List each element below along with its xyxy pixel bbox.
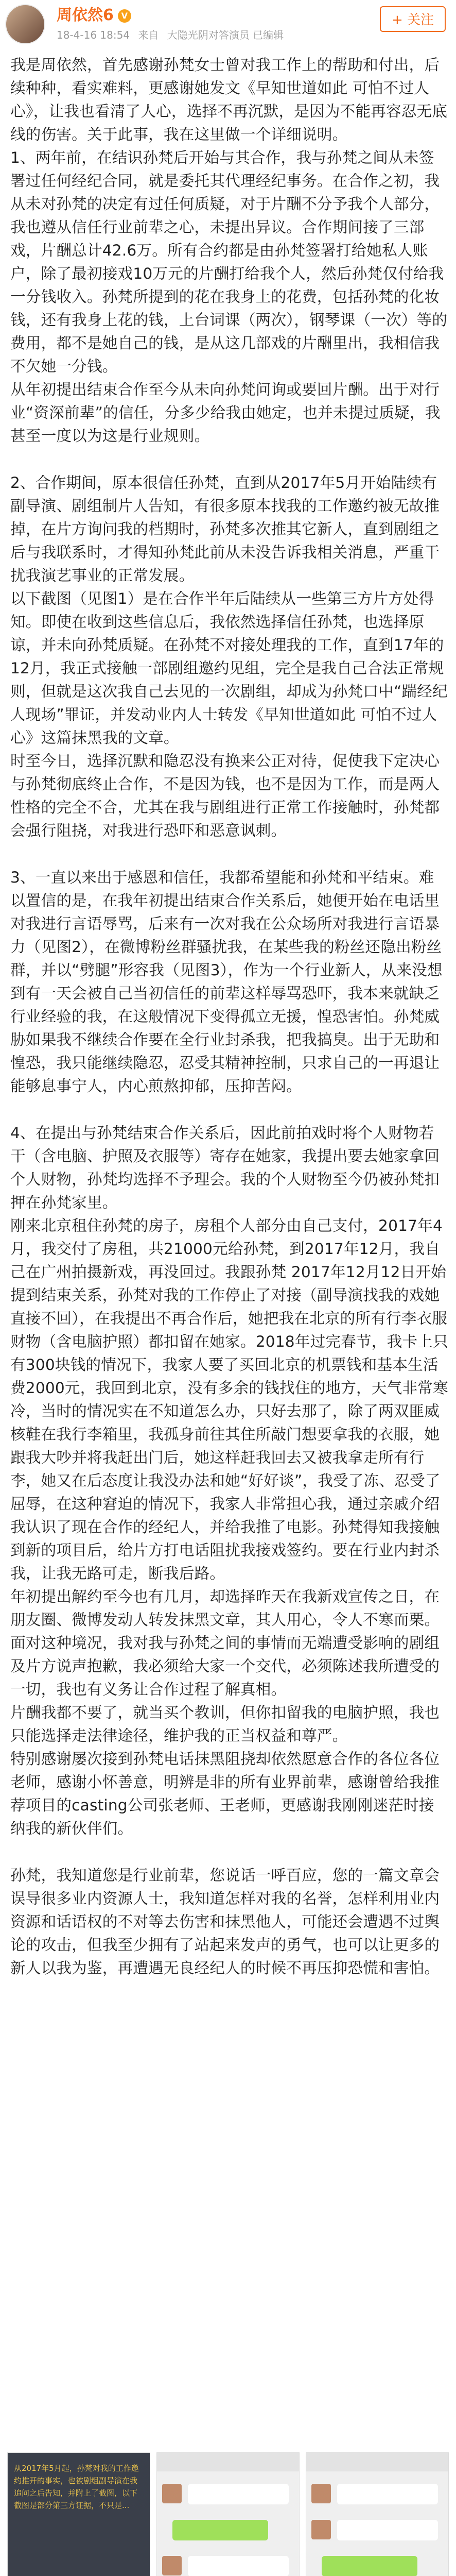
chat-bubble [322, 2556, 417, 2576]
chat-header-bar [157, 2453, 299, 2471]
vip-badge-icon: V [118, 9, 131, 23]
paragraph-4d: 片酬我都不要了，就当买个教训，但你扣留我的电脑护照，我也只能选择走法律途径，维护我的正当权益和尊严。 [10, 1704, 440, 1744]
username[interactable] [57, 2, 131, 25]
post-source[interactable]: 大隐光阴对答演员 已编辑 [167, 29, 284, 41]
paragraph-2: 2、合作期间，原本很信任孙梵，直到从2017年5月开始陆续有副导演、剧组制片人告知，有很多原本找我的工作邀约被无故推掉，在片方询问我的档期时，孙梵多次推其它新人，直到剧组之后与我联系时，才得知孙梵此前从未没告诉我相关消息，严重干扰我演艺事业的正常发展。 [10, 474, 440, 584]
spacer [10, 1098, 449, 1122]
paragraph-2c: 时至今日，选择沉默和隐忍没有换来公正对待，促使我下定决心与孙梵彻底终止合作，不是因为钱，也不是因为工作，而是两人性格的完全不合，尤其在我与剧组进行正常工作接触时，孙梵都会强行阻挠，对我进行恐吓和恶意讽刺。 [10, 752, 440, 839]
post-source-label: 来自 [138, 29, 159, 41]
chat-bubble [188, 2484, 289, 2504]
paragraph-thanks: 特别感谢屡次接到孙梵电话抹黑阻挠却依然愿意合作的各位各位老师，感谢小怀善意，明辨是非的所有业界前辈，感谢曾给我推荐项目的casting公司张老师、王老师，更感谢我刚刚迷茫时接纳我的新伙伴们。 [10, 1750, 440, 1837]
screenshot-1-caption: 从2017年5月起，孙梵对我的工作邀约推开的事实，也被剧组副导演在我追问之后告知，并附上了截图，以下截图是部分第三方证据，不只是... [14, 2464, 139, 2510]
paragraph-4c: 年初提出解约至今也有几月，却选择昨天在我新戏宣传之日，在朋友圈、微博发动人转发抹黑文章，其人用心，令人不寒而栗。面对这种境况，我对我与孙梵之间的事情而无端遭受影响的剧组及片方说声抱歉，我必须给大家一个交代，必须陈述我所遭受的一切，我也有义务让合作过程了解真相。 [10, 1588, 440, 1698]
paragraph-2b: 以下截图（见图1）是在合作半年后陆续从一些第三方片方处得知。即使在收到这些信息后，我依然选择信任孙梵，也选择原谅，并未向孙梵质疑。在孙梵不对接处理我的工作，直到17年的12月，我正式接触一部剧组邀约见组，完全是我自己合法正常规则，但就是这次我自己去见的一次剧组，却成为孙梵口中“踹经纪人现场”罪证，并发动业内人士转发《早知世道如此 可怕不过人心》这篇抹黑我的文章。 [10, 590, 448, 747]
chat-header-bar [306, 2453, 448, 2471]
screenshot-gallery [7, 2452, 450, 2576]
chat-avatar [162, 2556, 182, 2575]
spacer [10, 842, 449, 866]
paragraph-4b: 刚来北京租住孙梵的房子，房租个人部分由自己支付，2017年4月，我交付了房租，共21000元给孙梵，到2017年12月，我自己在广州拍摄新戏，再没回过。我跟孙梵 2017年12月12日开始提到结束关系，孙梵对我的工作停止了对接（副导演找我的戏她直接不回），在我提出不再合作后，她把我在北京的所有行李衣服财物（含电脑护照）都扣留在她家。2018年过完春节，我卡上只有300块钱的情况下，我家人要了买回北京的机票钱和基本生活费2000元，我回到北京，没有多余的钱找住的地方，天气非常寒冷，当时的情况实在不知道怎么办，只好去那了，除了两双匪威核鞋在我行李箱里，我孤身前往其住所敲门想要拿我的衣服，她跟我大吵并将我赶出门后，她这样赶我回去又被我拿走所有行李，她又在后态度让我没办法和她“好好谈”，我受了冻、忍受了屈辱，在这种窘迫的情况下，我家人非常担心我，通过亲戚介绍我认识了现在合作的经纪人，并给我推了电影。孙梵得知我接触到新的项目后，给片方打电话阻扰我接戏签约。要在行业内封杀我，让我无路可走，断我后路。 [10, 1217, 448, 1582]
screenshot-1[interactable] [7, 2452, 150, 2576]
follow-button[interactable]: + 关注 [380, 6, 446, 32]
chat-bubble [188, 2556, 289, 2576]
screenshot-2[interactable] [156, 2452, 300, 2576]
post-meta [57, 27, 289, 42]
chat-bubble [172, 2520, 268, 2540]
paragraph-intro: 我是周依然，首先感谢孙梵女士曾对我工作上的帮助和付出，后续种种，看实难料，更感谢她发文《早知世道如此 可怕不过人心》，让我也看清了人心，选择不再沉默，是因为不能再容忍无底线的伤害。关于此事，我在这里做一个详细说明。 [10, 56, 448, 143]
paragraph-3: 3、一直以来出于感恩和信任，我都希望能和孙梵和平结束。难以置信的是，在我年初提出结束合作关系后，她便开始在电话里对我进行言语辱骂，后来有一次对我在公众场所对我进行言语暴力（见图2），在微博粉丝群骚扰我，在某些我的粉丝还隐出粉丝群，并以“劈腿”形容我（见图3），作为一个行业新人，从来没想到有一天会被自己当初信任的前辈这样辱骂恐吓，我本来就缺乏行业经验的我，在这般情况下变得孤立无援，惶恐害怕。孙梵威胁如果我不继续合作要在全行业封杀我，把我搞臭。出于无助和惶恐，我只能继续隐忍，忍受其精神控制，只求自己的一再退让能够息事宁人，内心煎熬抑郁，压抑苦闷。 [10, 869, 443, 1095]
chat-bubble [337, 2520, 438, 2540]
spacer [10, 448, 449, 471]
post-date: 18-4-16 18:54 [57, 29, 130, 41]
chat-bubble [337, 2484, 438, 2504]
chat-avatar [311, 2484, 331, 2503]
paragraph-1: 1、两年前，在结识孙梵后开始与其合作，我与孙梵之间从未签署过任何经纪合同，就是委托其代理经纪事务。在合作之初，我从未对孙梵的决定有过任何质疑，对于片酬不分予我个人部分，我也遵从信任行业前辈之心，未提出异议。合作期间接了三部戏，片酬总计42.6万。所有合约都是由孙梵签署打给她私人账户，除了最初接戏10万元的片酬打给我个人，然后孙梵仅付给我一分钱收入。孙梵所提到的花在我身上的花费，包括孙梵的化妆钱，还有我身上花的钱，上台词课（两次），钢琴课（一次）等的费用，都不是她自己的钱，是从这几部戏的片酬里出，我相信我不欠她一分钱。 [10, 149, 448, 375]
paragraph-closing: 孙梵，我知道您是行业前辈，您说话一呼百应，您的一篇文章会误导很多业内资源人士，我知道怎样对我的名誉，怎样利用业内资源和话语权的不对等去伤害和抹黑他人，可能还会遭遇不过舆论的攻击，但我至少拥有了站起来发声的勇气，也可以让更多的新人以我为鉴，再遭遇无良经纪人的时候不再压抑恐慌和害怕。 [10, 1867, 440, 1977]
chat-avatar [311, 2520, 331, 2539]
chat-avatar [162, 2484, 182, 2503]
paragraph-1b: 从年初提出结束合作至今从未向孙梵问询或要回片酬。出于对行业“资深前辈”的信任，分多少给我由她定，也并未提过质疑，我甚至一度以为这是行业规则。 [10, 381, 441, 445]
paragraph-4: 4、在提出与孙梵结束合作关系后，因此前拍戏时将个人财物若干（含电脑、护照及衣服等）寄存在她家，我提出要去她家拿回个人财物，孙梵均选择不予理会。我的个人财物至今仍被孙梵扣押在孙梵家里。 [10, 1124, 440, 1211]
avatar[interactable] [5, 4, 45, 44]
username-text[interactable]: 周依然6 [57, 6, 114, 24]
spacer [10, 1840, 449, 1864]
post-header [0, 0, 456, 54]
screenshot-3[interactable] [306, 2452, 449, 2576]
post-body [0, 54, 456, 1980]
